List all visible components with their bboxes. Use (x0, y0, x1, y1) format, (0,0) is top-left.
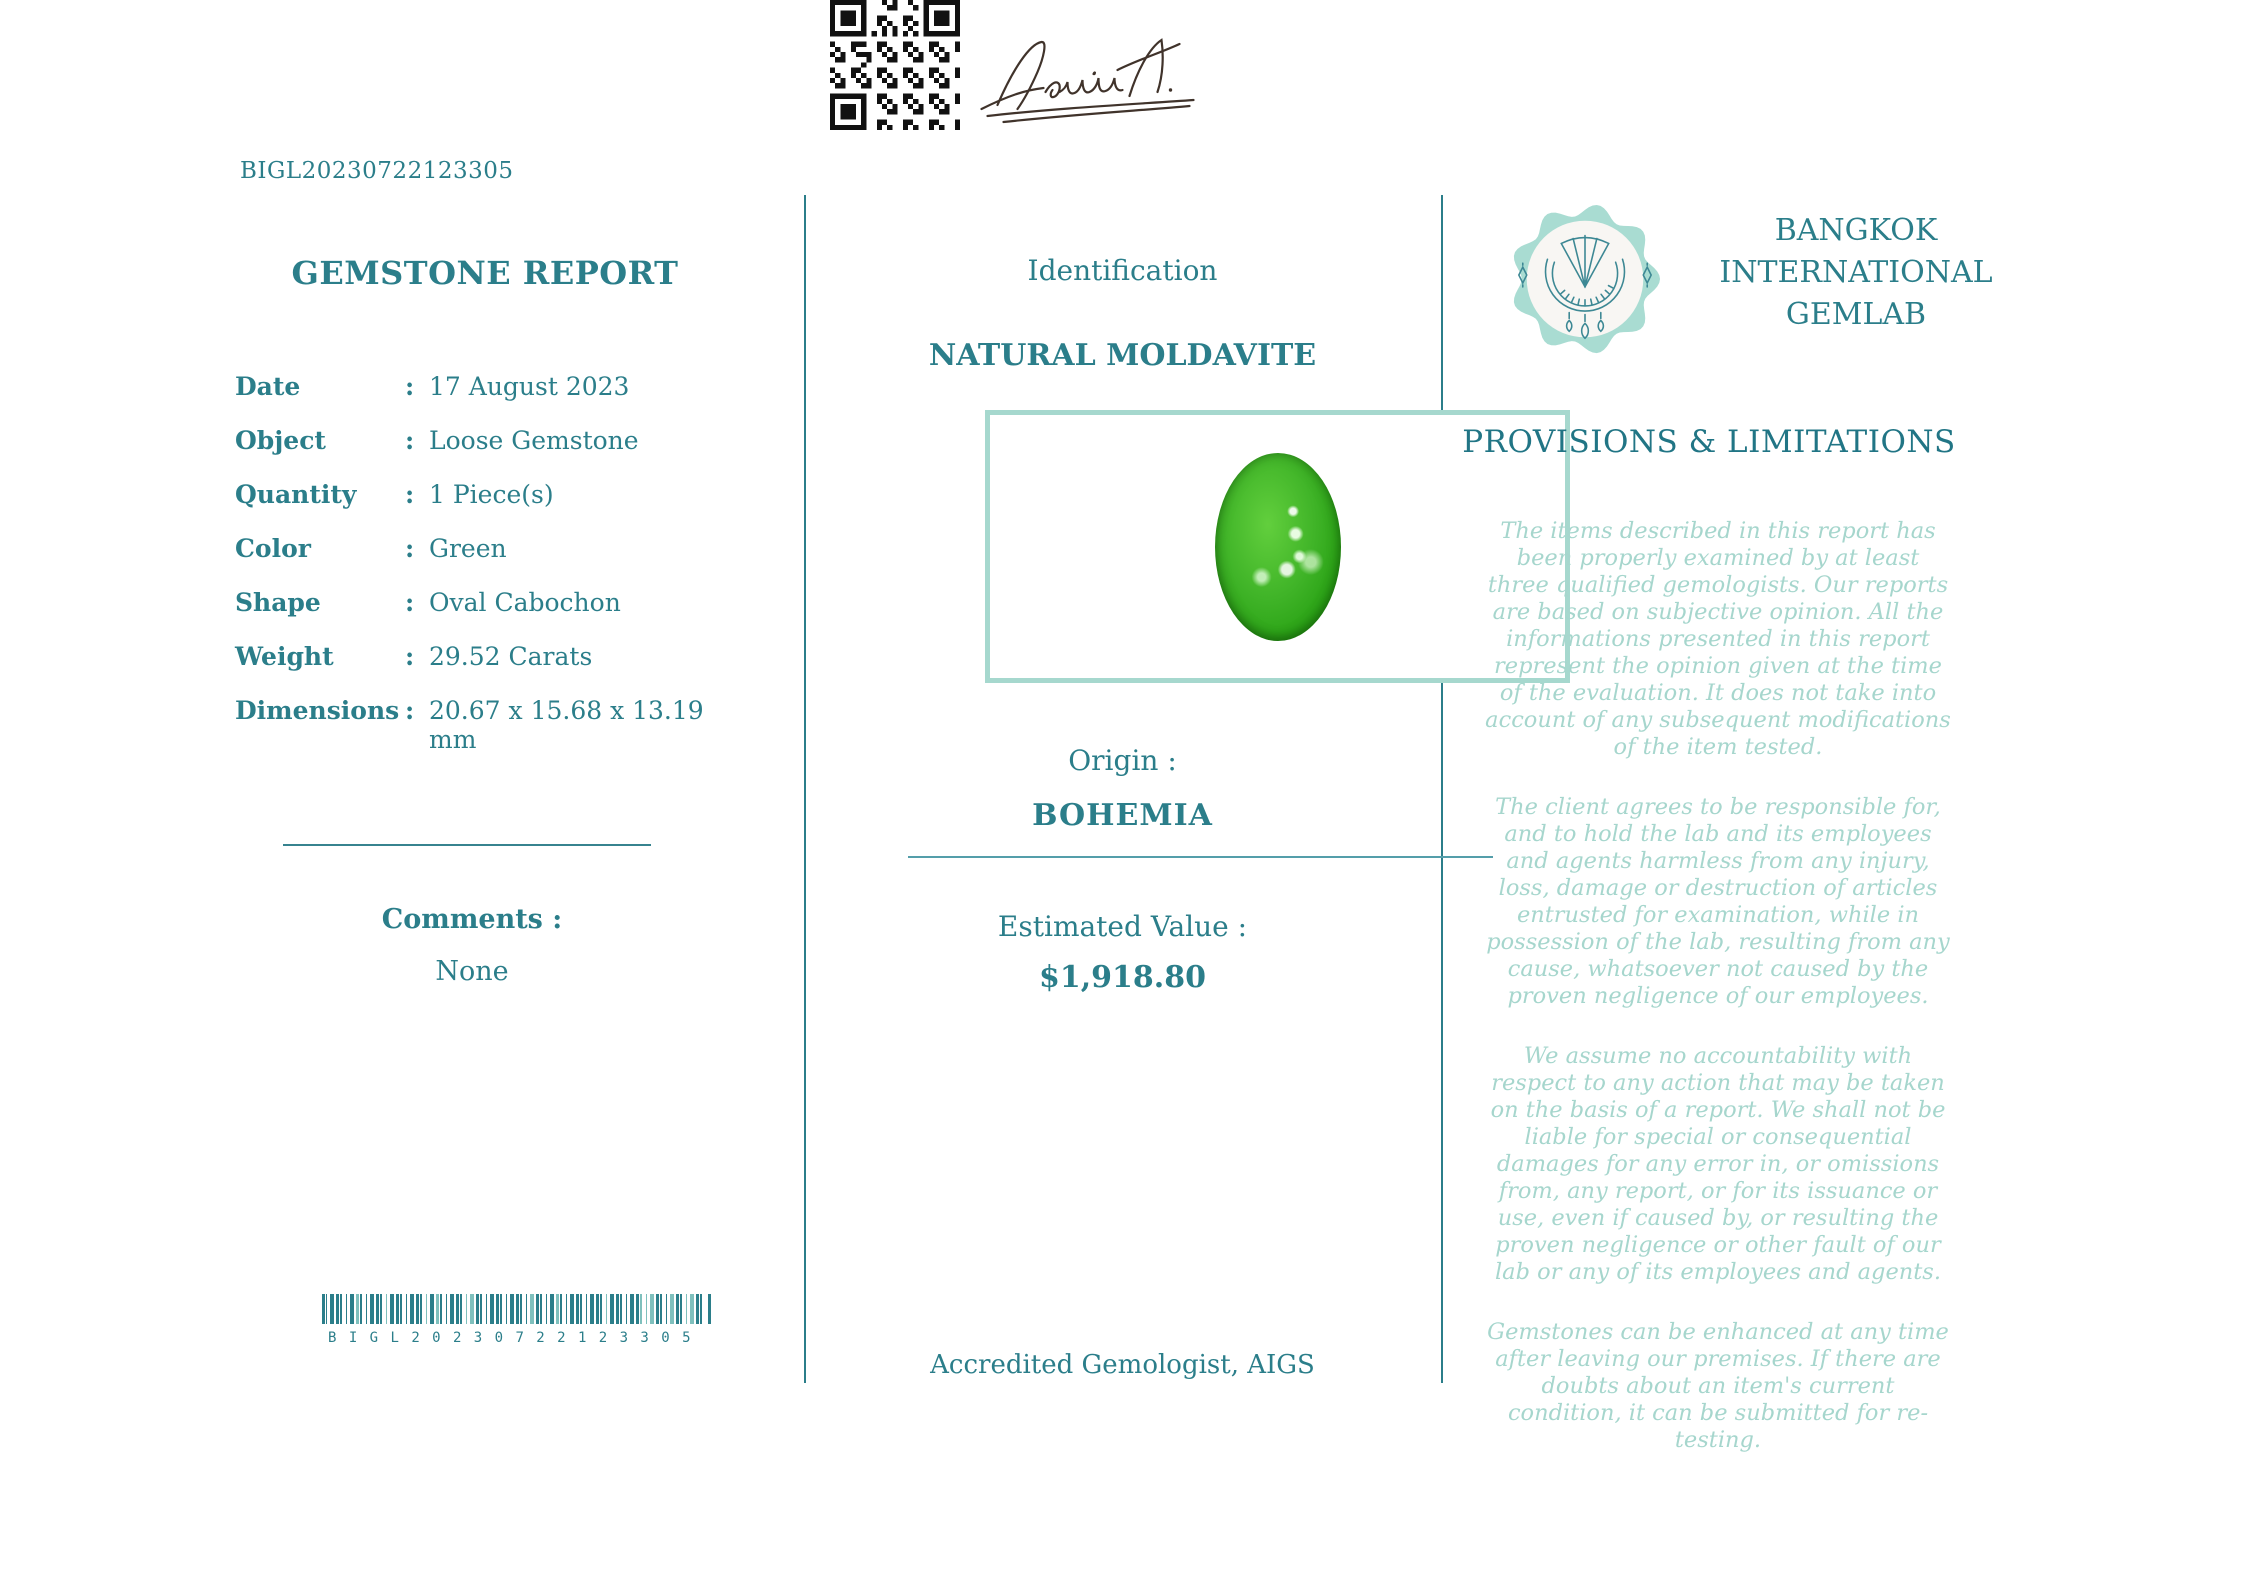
field-value: Oval Cabochon (429, 588, 621, 617)
field-value: Loose Gemstone (429, 426, 639, 455)
field-label: Weight (235, 642, 334, 671)
middle-divider-line (908, 856, 1493, 858)
qr-code-icon (830, 0, 960, 130)
field-label: Color (235, 534, 311, 563)
identification-column (830, 0, 1415, 1589)
column-divider-right (1441, 195, 1443, 1383)
table-row-quantity (235, 480, 755, 534)
gem-photo (1215, 453, 1341, 641)
gem-details-table (235, 372, 755, 754)
field-colon: : (405, 534, 415, 563)
field-value: Green (429, 534, 507, 563)
provisions-heading: PROVISIONS & LIMITATIONS (1462, 424, 1956, 460)
comments-value: None (435, 956, 509, 987)
field-colon: : (405, 480, 415, 509)
field-colon: : (405, 696, 415, 725)
field-colon: : (405, 642, 415, 671)
signature (965, 30, 1210, 130)
identification-heading: Identification (1027, 254, 1218, 287)
field-value: 1 Piece(s) (429, 480, 554, 509)
field-value: 17 August 2023 (429, 372, 630, 401)
provisions-paragraph: We assume no accountability with respect to any action that may be taken on the basis of a report. We shall not be liable for special or consequential damages for any error in, or omissions from, any report, or for its issuance or use, even if caused by, or resulting the proven negligence or other fault of our lab or any of its employees and agents. (1490, 1043, 1946, 1285)
comments-heading: Comments : (381, 904, 563, 935)
field-label: Object (235, 426, 326, 455)
provisions-text (1483, 518, 1953, 1487)
gemologist-title: Accredited Gemologist, AIGS (930, 1350, 1315, 1380)
table-row-color (235, 534, 755, 588)
barcode-text: BIGL20230722123305 (328, 1330, 703, 1346)
field-label: Dimensions (235, 696, 400, 725)
report-number: BIGL20230722123305 (240, 158, 514, 184)
lab-name: BANGKOK INTERNATIONAL GEMLAB (1719, 213, 1993, 332)
field-colon: : (405, 588, 415, 617)
field-label: Shape (235, 588, 321, 617)
gem-species: NATURAL MOLDAVITE (928, 338, 1317, 373)
field-label: Date (235, 372, 301, 401)
field-value: 29.52 Carats (429, 642, 593, 671)
table-row-dimensions (235, 696, 755, 754)
table-row-date (235, 372, 755, 426)
column-divider-left (804, 195, 806, 1383)
left-divider-line (283, 844, 651, 846)
barcode-icon (322, 1294, 712, 1324)
barcode-block (322, 1294, 712, 1346)
table-row-weight (235, 642, 755, 696)
field-colon: : (405, 426, 415, 455)
provisions-paragraph: Gemstones can be enhanced at any time after leaving our premises. If there are doubts about an item's current condition, it can be submitted for re-testing. (1487, 1319, 1949, 1453)
table-row-object (235, 426, 755, 480)
origin-value: BOHEMIA (1032, 798, 1213, 833)
lab-logo-icon (1506, 200, 1664, 358)
estimated-value-amount: $1,918.80 (1038, 960, 1206, 995)
table-row-shape (235, 588, 755, 642)
provisions-paragraph: The client agrees to be responsible for, and to hold the lab and its employees and agents harmless from any injury, loss, damage or destruction of articles entrusted for examination, while in possession of the lab, resulting from any cause, whatsoever not caused by the proven negligence of our employees. (1486, 794, 1950, 1009)
field-label: Quantity (235, 480, 357, 509)
estimated-value-heading: Estimated Value : (997, 910, 1248, 943)
origin-heading: Origin : (1068, 744, 1177, 777)
field-colon: : (405, 372, 415, 401)
page-title: GEMSTONE REPORT (291, 254, 679, 292)
provisions-paragraph: The items described in this report has been properly examined by at least three qualified gemologists. Our reports are based on subjective opinion. All the informations presented in this report represent the opinion given at the time of the evaluation. It does not take into account of any subsequent modifications of the item tested. (1485, 518, 1951, 760)
field-value: 20.67 x 15.68 x 13.19 mm (429, 696, 704, 754)
